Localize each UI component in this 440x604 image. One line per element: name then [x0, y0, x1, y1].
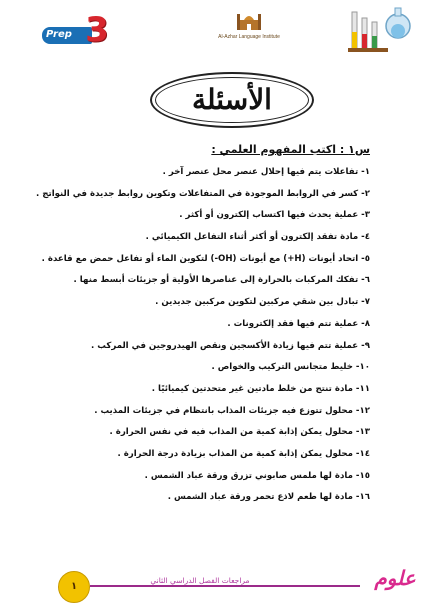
institute-name: Al-Azhar Language Institute [218, 34, 280, 40]
question-item: ٣- عملية يحدث فيها اكتساب إلكترون أو أكثر . [179, 210, 370, 221]
question-item: ١١- مادة تنتج من خلط مادتين غير متحدتين كيميائيًا . [151, 383, 370, 394]
question-item: ٦- تفكك المركبات بالحرارة إلى عناصرها الأولية أو جزيئات أبسط منها . [73, 275, 370, 286]
title-frame [150, 72, 314, 128]
footer-divider [90, 585, 360, 587]
question-item: ١- تفاعلات يتم فيها إحلال عنصر محل عنصر آخر . [162, 167, 370, 177]
page-header [0, 0, 440, 60]
page-number: ١ [58, 571, 90, 603]
footer-caption: مراجعات الفصل الدراسي الثاني [150, 576, 250, 585]
lab-equipment-icon [348, 4, 412, 56]
section-heading: س١ : اكتب المفهوم العلمي : [211, 143, 370, 156]
question-item: ١٦- مادة لها طعم لاذع تحمر ورقة عباد الشمس . [167, 492, 370, 503]
page-title: الأسئلة [192, 83, 272, 116]
question-item: ٥- اتحاد أيونات (H+) مع أيونات (OH-) لتكوين الماء أو تفاعل حمض مع قاعدة . [41, 253, 370, 264]
question-item: ٧- تبادل بين شقي مركبين لتكوين مركبين جديدين . [155, 297, 370, 308]
question-item: ٨- عملية تتم فيها فقد إلكترونات . [227, 318, 370, 329]
question-list [36, 162, 370, 509]
question-item: ١٤- محلول يمكن إذابة كمية من المذاب بزيادة درجة الحرارة . [117, 448, 370, 459]
page-footer [0, 560, 440, 604]
question-item: ١٢- محلول تتوزع فيه جزيئات المذاب بانتظام في جزيئات المذيب . [94, 405, 370, 416]
question-item: ١٠- خليط متجانس التركيب والخواص . [211, 362, 370, 373]
question-item: ٢- كسر في الروابط الموجودة في المتفاعلات وتكوين روابط جديدة في النواتج . [36, 188, 370, 199]
question-item: ٩- عملية تتم فيها زيادة الأكسجين ونقص الهيدروجين في المركب . [91, 340, 370, 351]
mosque-emblem-icon [236, 10, 262, 32]
institute-logo [214, 10, 284, 54]
question-item: ١٥- مادة لها ملمس صابوني تزرق ورقة عباد الشمس . [144, 470, 370, 481]
question-item: ٤- مادة تفقد إلكترون أو أكثر أثناء التفاعل الكيميائي . [145, 232, 370, 243]
grade-badge [42, 10, 114, 50]
grade-badge-label: Prep [46, 29, 72, 40]
question-item: ١٣- محلول يمكن إذابة كمية من المذاب فيه في نفس الحرارة . [109, 427, 370, 438]
subject-label: علوم [374, 566, 416, 590]
grade-badge-number: 3 [85, 10, 109, 50]
